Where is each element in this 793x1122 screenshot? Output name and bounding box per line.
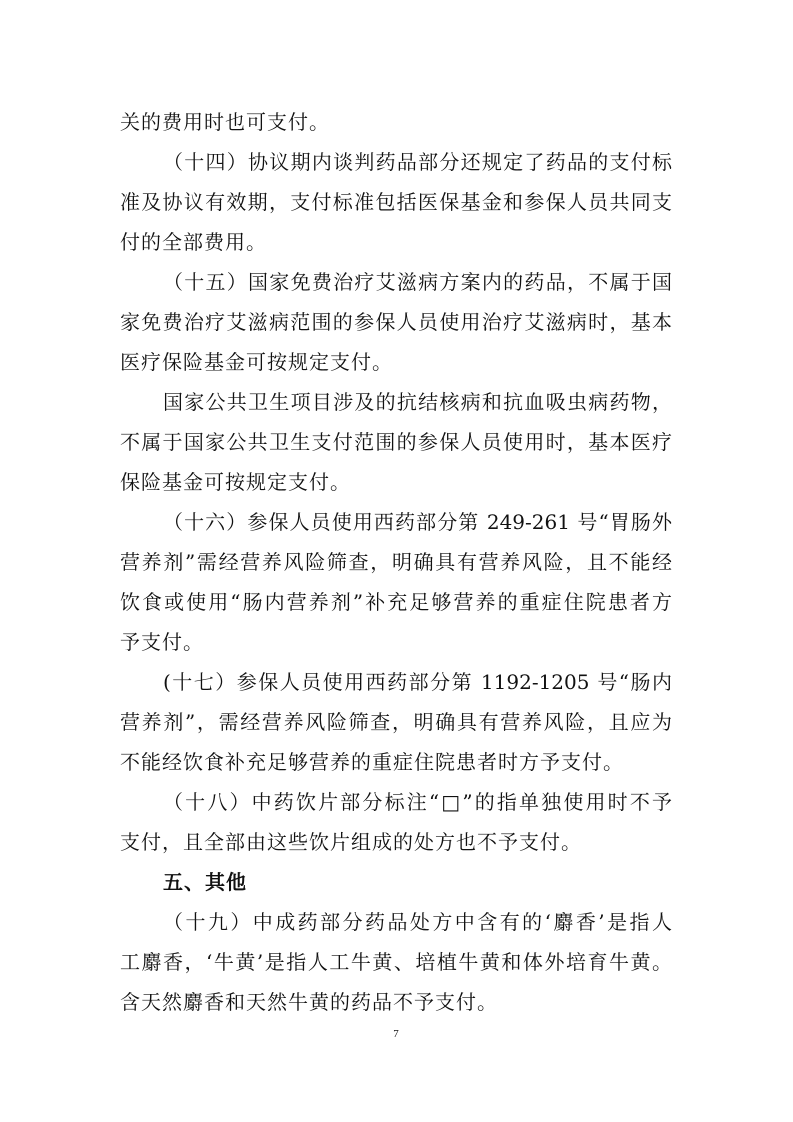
paragraph-line: 付的全部费用。 [120, 230, 267, 254]
paragraph-line: 保险基金可按规定支付。 [120, 470, 351, 494]
paragraph-line: 国家公共卫生项目涉及的抗结核病和抗血吸虫病药物， [163, 390, 672, 414]
document-body [120, 102, 672, 1022]
page-number: 7 [393, 1028, 399, 1040]
paragraph-line: 家免费治疗艾滋病范围的参保人员使用治疗艾滋病时，基本 [120, 310, 672, 334]
section-heading: 五、其他 [163, 870, 247, 894]
paragraph-line: 医疗保险基金可按规定支付。 [120, 350, 393, 374]
paragraph-line: 关的费用时也可支付。 [120, 110, 330, 134]
paragraph-line: 营养剂”需经营养风险筛查，明确具有营养风险，且不能经 [120, 550, 672, 574]
paragraph-line: （十八）中药饮片部分标注“□”的指单独使用时不予 [163, 790, 672, 814]
paragraph-line: 支付，且全部由这些饮片组成的处方也不予支付。 [120, 830, 582, 854]
paragraph-line: 工麝香，‘牛黄’是指人工牛黄、培植牛黄和体外培育牛黄。 [120, 950, 672, 974]
paragraph-line: （十五）国家免费治疗艾滋病方案内的药品，不属于国 [163, 270, 672, 294]
paragraph-line: 含天然麝香和天然牛黄的药品不予支付。 [120, 990, 498, 1014]
paragraph-line: 不能经饮食补充足够营养的重症住院患者时方予支付。 [120, 750, 624, 774]
paragraph-line: (十七）参保人员使用西药部分第 1192-1205 号“肠内 [163, 670, 672, 694]
paragraph-line: （十九）中成药部分药品处方中含有的‘麝香’是指人 [163, 910, 672, 934]
paragraph-line: 饮食或使用“肠内营养剂”补充足够营养的重症住院患者方 [120, 590, 672, 614]
paragraph-line: （十六）参保人员使用西药部分第 249-261 号“胃肠外 [163, 510, 672, 534]
paragraph-line: 予支付。 [120, 630, 204, 654]
paragraph-line: 准及协议有效期，支付标准包括医保基金和参保人员共同支 [120, 190, 672, 214]
paragraph-line: （十四）协议期内谈判药品部分还规定了药品的支付标 [163, 150, 672, 174]
paragraph-line: 营养剂”，需经营养风险筛查，明确具有营养风险，且应为 [120, 710, 672, 734]
paragraph-line: 不属于国家公共卫生支付范围的参保人员使用时，基本医疗 [120, 430, 672, 454]
